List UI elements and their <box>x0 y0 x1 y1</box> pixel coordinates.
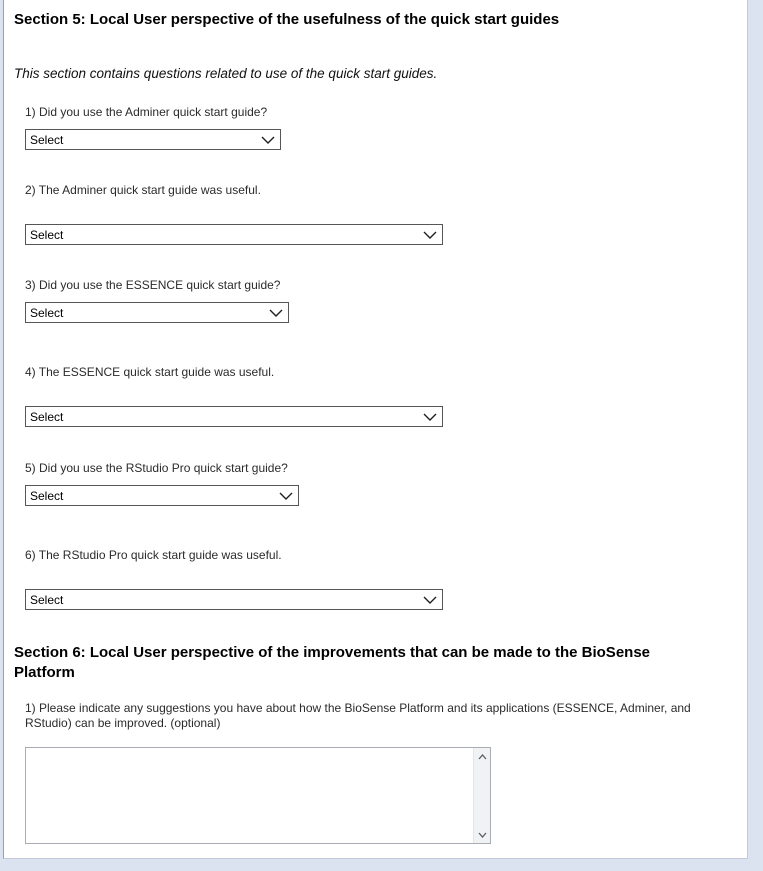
question-label: 5) Did you use the RStudio Pro quick start guide? <box>25 461 288 475</box>
section5-questions <box>25 105 733 610</box>
select-value: Select <box>30 409 64 424</box>
essence-useful-select[interactable] <box>25 406 443 427</box>
chevron-down-icon <box>423 231 437 239</box>
adminer-use-select[interactable] <box>25 129 281 150</box>
adminer-useful-select[interactable] <box>25 224 443 245</box>
scrollbar-track[interactable] <box>474 765 491 826</box>
select-value: Select <box>30 132 64 147</box>
question-label: 3) Did you use the ESSENCE quick start guide? <box>25 278 281 292</box>
section5-intro: This section contains questions related to use of the quick start guides. <box>14 66 438 81</box>
scroll-down-button[interactable] <box>474 826 491 843</box>
question-label: 6) The RStudio Pro quick start guide was useful. <box>25 548 282 562</box>
select-value: Select <box>30 592 64 607</box>
question-essence-useful <box>25 365 733 427</box>
scroll-up-button[interactable] <box>474 748 491 765</box>
select-value: Select <box>30 227 64 242</box>
question-label: 1) Did you use the Adminer quick start guide? <box>25 105 268 119</box>
chevron-down-icon <box>279 492 293 500</box>
chevron-down-icon <box>423 596 437 604</box>
essence-use-select[interactable] <box>25 302 289 323</box>
question-adminer-useful <box>25 183 733 245</box>
section6-title: Section 6: Local User perspective of the improvements that can be made to the BioSense Platform <box>14 644 651 681</box>
section5-title: Section 5: Local User perspective of the usefulness of the quick start guides <box>14 11 560 28</box>
textarea-scrollbar[interactable] <box>473 748 490 843</box>
suggestions-textarea[interactable] <box>25 747 491 844</box>
question-essence-use <box>25 278 733 323</box>
question-rstudio-useful <box>25 548 733 610</box>
suggestions-question-label: 1) Please indicate any suggestions you have about how the BioSense Platform and its applications (ESSENCE, Adminer, and RStudio) can be improved. (optional) <box>25 701 691 730</box>
chevron-down-icon <box>269 309 283 317</box>
survey-form-panel <box>3 0 748 859</box>
rstudio-use-select[interactable] <box>25 485 299 506</box>
question-rstudio-use <box>25 461 733 506</box>
select-value: Select <box>30 305 64 320</box>
chevron-down-icon <box>261 136 275 144</box>
question-label: 4) The ESSENCE quick start guide was useful. <box>25 365 275 379</box>
chevron-down-icon <box>423 413 437 421</box>
textarea-content[interactable] <box>26 748 473 843</box>
question-adminer-use <box>25 105 733 150</box>
rstudio-useful-select[interactable] <box>25 589 443 610</box>
select-value: Select <box>30 488 64 503</box>
question-label: 2) The Adminer quick start guide was useful. <box>25 183 261 197</box>
